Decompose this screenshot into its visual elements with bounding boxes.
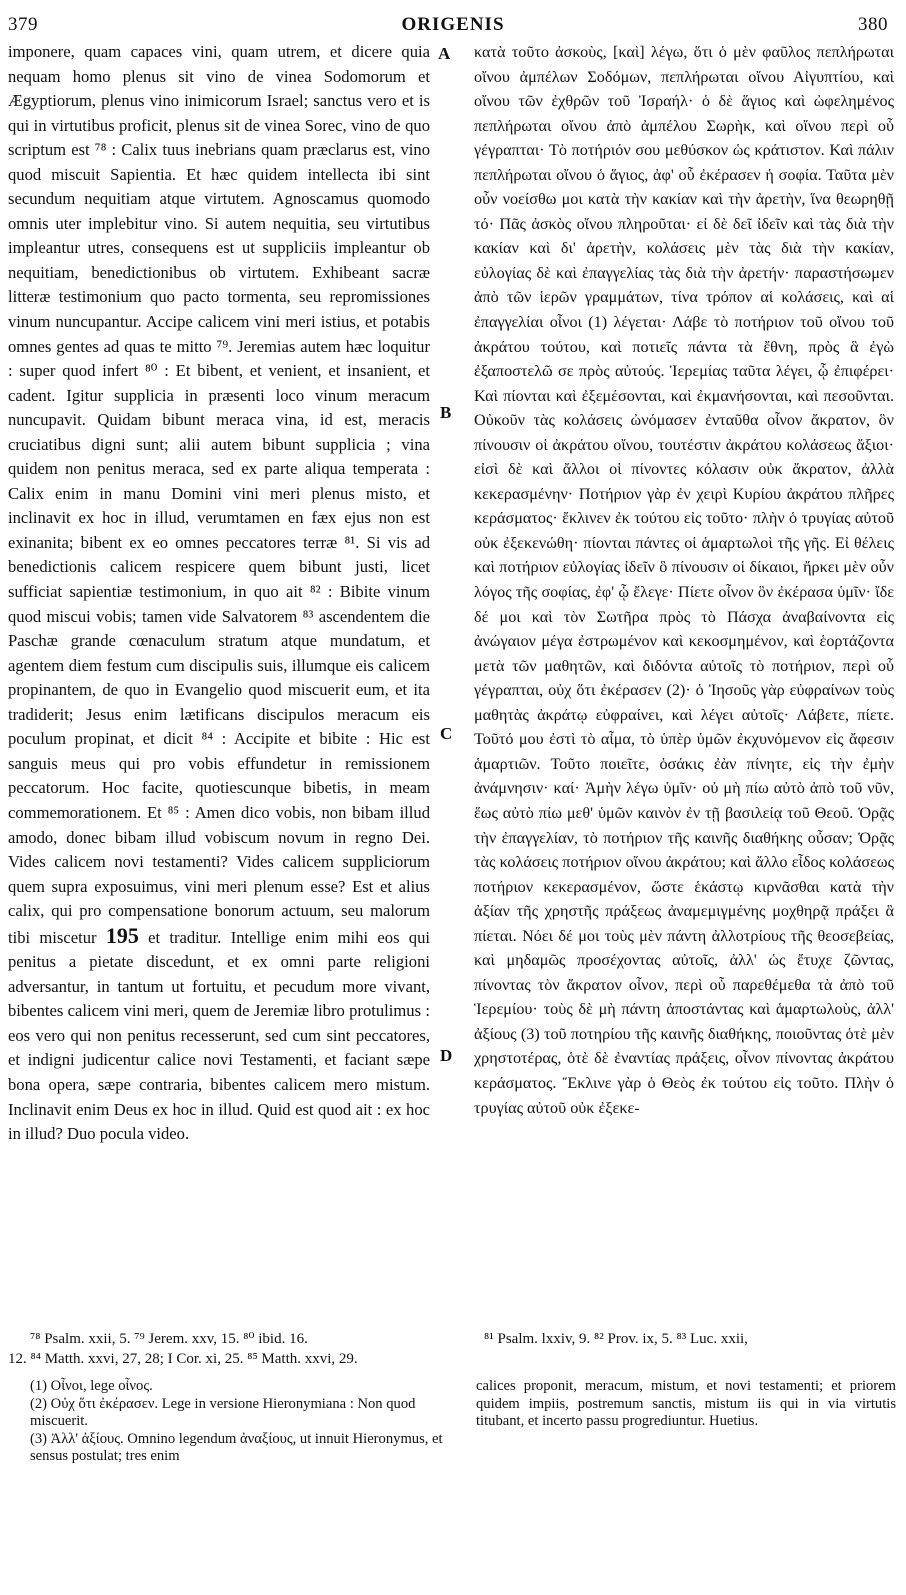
page-number-left: 379 bbox=[8, 14, 38, 35]
footnotes-line-2: 12. ⁸⁴ Matth. xxvi, 27, 28; I Cor. xi, 25. ⁸⁵ Matth. xxvi, 29. bbox=[8, 1351, 358, 1367]
page-number-right: 380 bbox=[858, 14, 888, 35]
footnotes-line-1-left: ⁷⁸ Psalm. xxii, 5. ⁷⁹ Jerem. xxv, 15. ⁸⁰ ibid. 16. bbox=[30, 1331, 308, 1347]
footnotes-line-1-right: ⁸¹ Psalm. lxxiv, 9. ⁸² Prov. ix, 5. ⁸³ Luc. xxii, bbox=[484, 1331, 748, 1347]
note-2: (2) Οὐχ ὅτι ἐκέρασεν. Lege in versione Hieronymiana : Non quod miscuerit. bbox=[30, 1395, 416, 1429]
greek-column bbox=[474, 40, 894, 1120]
note-3: (3) Ἀλλ' ἀξίους. Omnino legendum ἀναξίους, ut innuit Hieronymus, et sensus postulat; tres enim bbox=[30, 1430, 443, 1464]
note-1: (1) Οἶνοι, lege οἶνος. bbox=[30, 1378, 153, 1394]
margin-marker-c: C bbox=[440, 724, 453, 743]
margin-marker-a: A bbox=[438, 44, 451, 63]
latin-column bbox=[8, 40, 430, 1147]
latin-text bbox=[8, 40, 430, 1147]
latin-text-part-2: et traditur. Intellige enim mihi eos qui penitus a pietate discedunt, et ex omni parte religioni adversantur, in tantum ut fortuitu, et pecudum more vivant, bibentes calicem vini meri, quem de Jeremiæ libro protulimus : eos vero qui non penitus recesserunt, sed cum sint peccatores, et indigni judicentur calice novi Testamenti, et faciant sæpe bona opera, sæpe contraria, bibentes calicem mero mistum. Inclinavit enim Deus ex hoc in illud. Quid est quod ait : ex hoc in illud? Duo pocula video. bbox=[8, 927, 430, 1144]
page-marker: 195 bbox=[105, 922, 139, 948]
margin-marker-d: D bbox=[440, 1046, 453, 1065]
greek-text: κατὰ τοῦτο ἀσκοὺς, [καὶ] λέγω, ὅτι ὁ μὲν φαῦλος πεπλήρωται οἴνου ἀμπέλων Σοδόμων, πεπλήρωται οἴνου Αἰγυπτίου, καὶ οἴνου τῶν ἐχθρῶν τοῦ Ἰσραήλ· ὁ δὲ ἅγιος καὶ ὠφελημένος πεπλήρωται οἴνου ἀπὸ ἀμπέλου Σωρὴκ, καὶ οἴνου περὶ οὗ γέγραπται· Τὸ ποτήριόν σου μεθύσκον ὡς κράτιστον. Καὶ πάλιν πεπλήρωται οἴνου ὁ ἅγιος, ἀφ' οὗ ἐκέρασεν ἡ σοφία. Ταῦτα μὲν οὖν νοείσθω μοι κατὰ τὴν κακίαν καὶ τὴν ἀρετὴν, ἵνα θεωρηθῇ τό· Πᾶς ἀσκὸς οἴνου πληροῦται· εἰ δὲ δεῖ ἰδεῖν καὶ τὰς διὰ τὴν κακίαν καὶ δι' ἀρετὴν, κολάσεις μὲν τὰς διὰ τὴν κακίαν, εὐλογίας δὲ καὶ ἐπαγγελίας τὰς διὰ τὴν ἀρετήν· παραστήσωμεν ἀπὸ τῶν ἱερῶν γραμμάτων, τίνα τρόπον αἱ κολάσεις, καὶ αἱ ἐπαγγελίαι οἶνοι (1) λέγεται· Λάβε τὸ ποτήριον τοῦ οἴνου τοῦ ἀκράτου τούτου, καὶ ποτιεῖς πάντα τὰ ἔθνη, πρὸς ἃ ἐγὼ ἐξαποστελῶ σε πρὸς αὐτούς. Ἱερεμίας ταῦτα λέγει, ᾧ ἐπιφέρει· Καὶ πίονται καὶ ἐξεμέσονται, καὶ ἐκμανήσονται, καὶ πεσοῦνται. Οὐκοῦν τὰς κολάσεις ὠνόμασεν ἐνταῦθα οἶνον ἄκρατον, ὃν πίνουσιν οἱ ἀκράτου οἴνου, τουτέστιν ἀκράτου κολάσεως ἄξιοι· εἰσὶ δὲ καὶ ἄλλοι οἱ πίνοντες κόλασιν οὐκ ἄκρατον, ἀλλὰ κεκερασμένην· Ποτήριον γὰρ ἐν χειρὶ Κυρίου ἀκράτου πλῆρες κεράσματος· ἔκλινεν ἐκ τούτου εἰς τοῦτο· πλὴν ὁ τρυγίας αὐτοῦ οὐκ ἐξεκενώθη· πίονται πάντες οἱ ἁμαρτωλοὶ τῆς γῆς. Εἰ θέλεις καὶ ποτήριον εὐλογίας ἰδεῖν ὃ πίνουσιν οἱ δίκαιοι, ἤρκει μὲν οὖν λόγος τῆς σοφίας, ἐφ' ᾧ ἔλεγε· Πίετε οἶνον ὃν ἐκέρασα ὑμῖν· ἴδε δέ μοι καὶ τὸν Σωτῆρα πρὸς τὸ Πάσχα ἀναβαίνοντα εἰς ἀνώγαιον μέγα ἐστρωμένον καὶ κεκοσμημένον, καὶ ἑορτάζοντα μετὰ τῶν μαθητῶν, καὶ διδόντα αὐτοῖς τὸ ποτήριον, περὶ οὗ γέγραπται, οὐχ ὅτι ἐκέρασεν (2)· ὁ Ἰησοῦς γὰρ εὐφραίνων τοὺς μαθητὰς ἀκράτῳ εὐφραίνει, καὶ λέγει αὐτοῖς· Λάβετε, πίετε. Τοῦτό μου ἐστὶ τὸ αἷμα, τὸ ὑπὲρ ὑμῶν ἐκχυνόμενον εἰς ἄφεσιν ἁμαρτιῶν. Τοῦτο ποιεῖτε, ὁσάκις ἐὰν πίνητε, εἰς τὴν ἐμὴν ἀνάμνησιν· καί· Ἀμὴν λέγω ὑμῖν· οὐ μὴ πίω αὐτὸ ἀπὸ τοῦ νῦν, ἕως αὐτὸ πίω μεθ' ὑμῶν καινὸν ἐν τῇ βασιλείᾳ τοῦ Θεοῦ. Ὁρᾷς τὴν ἐπαγγελίαν, τὸ ποτήριον τῆς καινῆς διαθήκης οὖσαν; Ὁρᾷς τὰς κολάσεις ποτήριον οἴνου ἀκράτου; καὶ ἄλλο εἶδος κολάσεως ποτήριον κεκερασμένον, ὥστε ἑκάστῳ κιρνᾶσθαι κατὰ τὴν ἀξίαν τῆς χρηστῆς πράξεως ἀναμεμιγμένης μοχθηρᾷ πράξει ἃ πίεται. Νόει δέ μοι τοὺς μὲν πάντη ἀλλοτρίους τῆς θεοσεβείας, καὶ μηδαμῶς προσέχοντας αὐτοῖς, ἀλλ' ὡς ἔτυχε ζῶντας, πίνοντας τὸν ἄκρατον οἶνον, περὶ οὗ παρεθέμεθα τὰ ἀπὸ τοῦ Ἱερεμίου· τοὺς δὲ μὴ πάντη ἀποστάντας καὶ ἁμαρτωλοὺς, ἀλλ' ἀξίους (3) τοῦ ποτηρίου τῆς καινῆς διαθήκης, ποιοῦντας ὁτὲ μὲν χρηστοτέρας, ὁτὲ δὲ ἐναντίας πράξεις, οἶνον πίνοντας ἀκράτου κεράσματος. Ἔκλινε γὰρ ὁ Θεὸς ἐκ τούτου εἰς τοῦτο. Πλὴν ὁ τρυγίας αὐτοῦ οὐκ ἐξεκε- bbox=[474, 43, 894, 1117]
running-title: ORIGENIS bbox=[401, 14, 505, 35]
editor-notes bbox=[30, 1378, 450, 1466]
note-3-continued: calices proponit, meracum, mistum, et novi testamenti; et priorem quidem impiis, postremum sanctis, mistum iis qui in via virtutis titubant, et incerto passu progrediuntur. Huetius. bbox=[476, 1378, 896, 1429]
margin-marker-b: B bbox=[440, 403, 452, 422]
latin-text-part-1: imponere, quam capaces vini, quam utrem, et dicere quia nequam homo plenus sit vino de vinea Sodomorum et Ægyptiorum, plenus vino inimicorum Israel; sanctus vero et is qui in virtutibus proficit, plenus sit de vinea Sorec, vino de quo scriptum est ⁷⁸ : Calix tuus inebrians quam præclarus est, vino quod miscuit Sapientia. Et hæc quidem intellecta ibi sint secundum nequitiam atque virtutem. Agnoscamus quomodo omnis uter implebitur vino. Si autem nequitia, seu virtutibus impleantur utres, consequens est ut suppliciis impleantur ob nequitiam, benedictionibus ob virtutem. Exhibeant sacræ litteræ testimonium quo pacto tormenta, seu repromissiones vinum nuncupantur. Accipe calicem vini meri istius, et potabis omnes gentes ad quas te mitto ⁷⁹. Jeremias autem hæc loquitur : super quod infert ⁸⁰ : Et bibent, et venient, et insanient, et cadent. Igitur supplicia in præsenti loco vinum meracum nuncupavit. Quidam bibunt meraca vina, id est, meracis cruciatibus digni sunt; alii autem bibunt supplicia ; vina quidem non penitus meraca, sed ex parte aliqua temperata : Calix enim in manu Domini vini meri plenus misto, et inclinavit ex hoc in illud, verumtamen en fæx ejus non est exinanita; bibent ex eo omnes peccatores terræ ⁸¹. Si vis ad benedictionis calicem respicere quem bibunt justi, licet sufficiat sapientiæ testimonium, in quo ait ⁸² : Bibite vinum quod miscui vobis; tamen vide Salvatorem ⁸³ ascendentem die Paschæ grande cœnaculum stratum atque mundatum, et agentem diem festum cum discipulis suis, illumque eis calicem propinantem, de quo in Evangelio quod miscuerit eum, et ita tradiderit; Jesus enim lætificans discipulos meracum eis poculum propinat, et dicit ⁸⁴ : Accipite et bibite : Hic est sanguis meus qui pro vobis effundetur in remissionem peccatorum. Hoc facite, quotiescunque bibetis, in meam commemorationem. Et ⁸⁵ : Amen dico vobis, non bibam illud amodo, donec bibam illud vobiscum novum in regno Dei. Vides calicem novi testamenti? Vides calicem suppliciorum quem supra exposuimus, vini meri plenum esse? Est et alius calix, qui pro compensatione bonorum actuum, seu malorum tibi miscetur bbox=[8, 42, 430, 947]
note-continuation bbox=[476, 1378, 896, 1431]
